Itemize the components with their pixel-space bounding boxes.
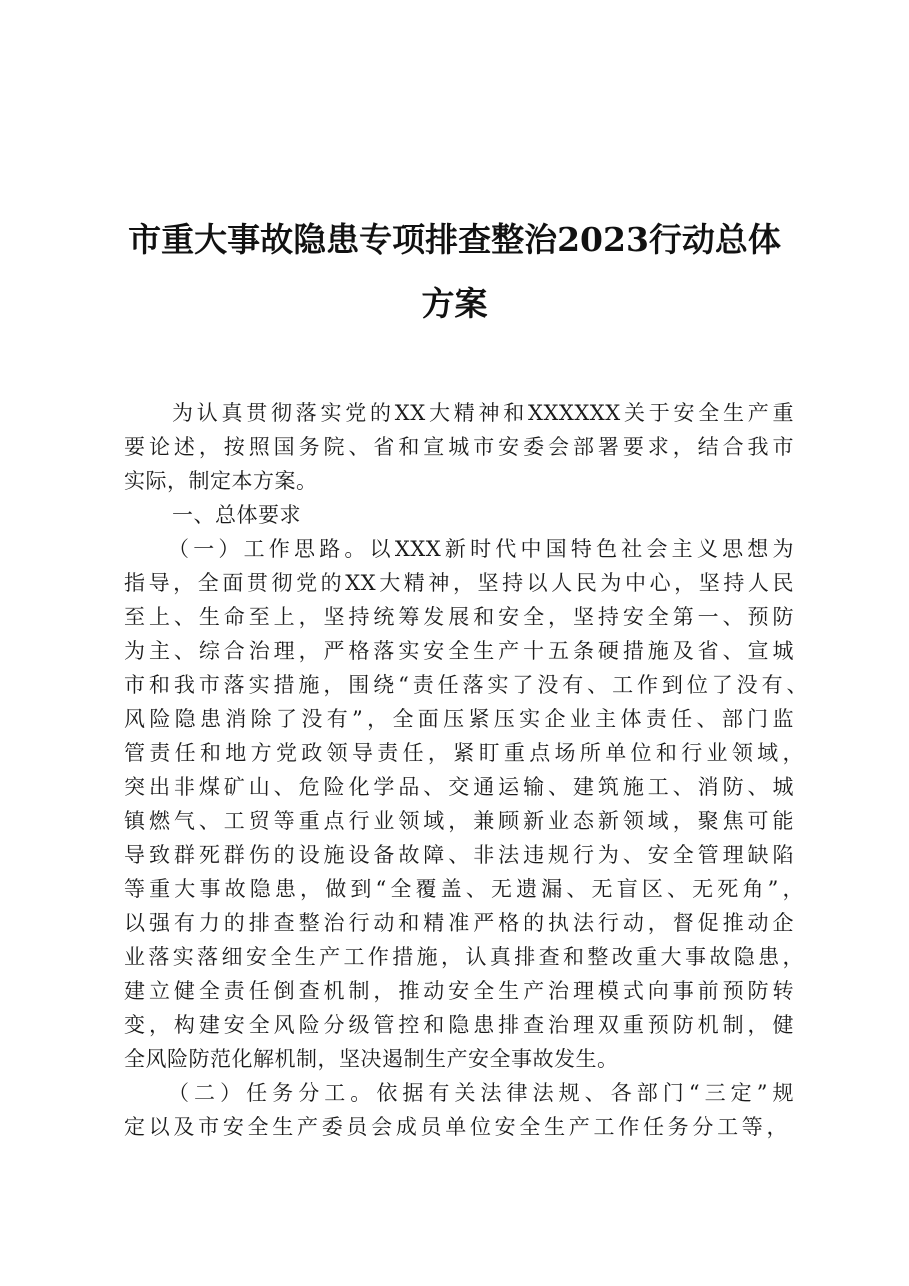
paragraph-line: 变，构建安全风险分级管控和隐患排查治理双重预防机制，健	[124, 1013, 794, 1037]
paragraph-line: 要论述，按照国务院、省和宣城市安委会部署要求，结合我市	[124, 435, 794, 459]
paragraph-line: （一）工作思路。以XXX新时代中国特色社会主义思想为	[168, 537, 794, 561]
paragraph-line: 指导，全面贯彻党的XX大精神，坚持以人民为中心，坚持人民	[124, 571, 794, 595]
paragraph-line: 为主、综合治理，严格落实安全生产十五条硬措施及省、宣城	[124, 639, 794, 663]
paragraph-line: 风险隐患消除了没有”，全面压紧压实企业主体责任、部门监	[124, 707, 794, 731]
paragraph-line: 市和我市落实措施，围绕“责任落实了没有、工作到位了没有、	[124, 673, 808, 697]
paragraph-line: 全风险防范化解机制，坚决遏制生产安全事故发生。	[124, 1047, 619, 1071]
paragraph-line: 实际，制定本方案。	[124, 469, 318, 493]
document-title-line-2: 方案	[421, 284, 488, 323]
paragraph-line: 为认真贯彻落实党的XX大精神和XXXXXX关于安全生产重	[172, 401, 794, 425]
paragraph-line: 管责任和地方党政领导责任，紧盯重点场所单位和行业领域，	[124, 741, 804, 765]
paragraph-line: 镇燃气、工贸等重点行业领域，兼顾新业态新领域，聚焦可能	[124, 809, 794, 833]
paragraph-line: （二）任务分工。依据有关法律法规、各部门“三定”规	[168, 1081, 794, 1105]
paragraph-line: 等重大事故隐患，做到“全覆盖、无遗漏、无盲区、无死角”，	[124, 877, 804, 901]
paragraph-line: 至上、生命至上，坚持统筹发展和安全，坚持安全第一、预防	[124, 605, 794, 629]
paragraph-line: 导致群死群伤的设施设备故障、非法违规行为、安全管理缺陷	[124, 843, 794, 867]
paragraph-line: 业落实落细安全生产工作措施，认真排查和整改重大事故隐患，	[124, 945, 804, 969]
paragraph-line: 定以及市安全生产委员会成员单位安全生产工作任务分工等，	[124, 1115, 788, 1139]
section-heading: 一、总体要求	[172, 503, 301, 527]
paragraph-line: 突出非煤矿山、危险化学品、交通运输、建筑施工、消防、城	[124, 775, 794, 799]
paragraph-line: 以强有力的排查整治行动和精准严格的执法行动，督促推动企	[124, 911, 794, 935]
paragraph-line: 建立健全责任倒查机制，推动安全生产治理模式向事前预防转	[124, 979, 794, 1003]
document-title-line-1: 市重大事故隐患专项排查整治2023行动总体	[128, 220, 781, 259]
